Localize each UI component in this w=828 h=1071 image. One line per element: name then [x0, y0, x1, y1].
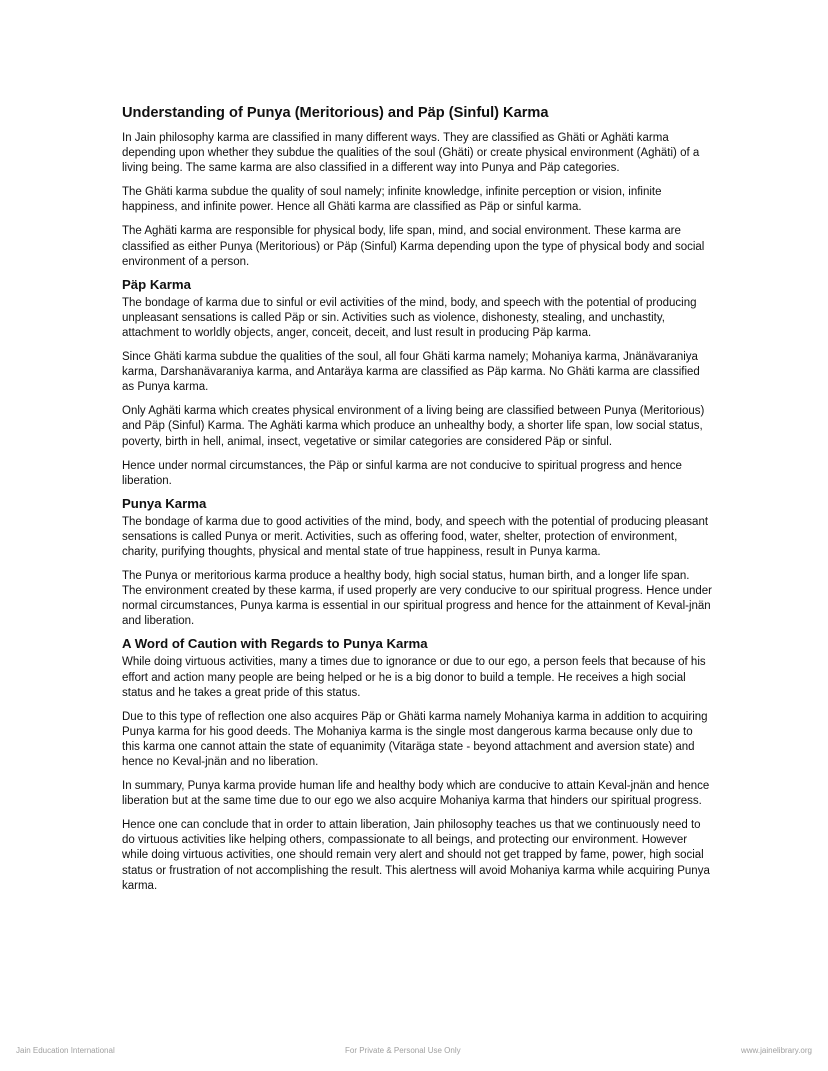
footer-usage-note: For Private & Personal Use Only — [345, 1046, 461, 1055]
punya-paragraph-1: The bondage of karma due to good activities of the mind, body, and speech with the potential of producing pleasant sensations is called Punya or merit. Activities, such as offering food, water, shelter, protection of environment, charity, purifying thoughts, physical and mental state of true happiness, result in Punya karma. — [122, 515, 709, 558]
footer-website: www.jainelibrary.org — [741, 1046, 812, 1055]
pap-paragraph-3: Only Aghäti karma which creates physical environment of a living being are classified between Punya (Meritorious) and Päp (Sinful) Karma. The Aghäti karma which produce an unhealthy body, a shorter life span, low social status, poverty, birth in hell, animal, insect, vegetative or similar categories are considered Päp or sinful. — [122, 405, 705, 448]
punya-paragraph-2: The Punya or meritorious karma produce a healthy body, high social status, human birth, and a longer life span. The environment created by these karma, if used properly are very conducive to our spiritual progress. Hence under normal circumstances, Punya karma is essential in our spiritual progress and hence for the attainment of Keval-jnän and liberation. — [122, 570, 712, 628]
caution-paragraph-2: Due to this type of reflection one also acquires Päp or Ghäti karma namely Mohaniya karma in addition to acquiring Punya karma for his good deeds. The Mohaniya karma is the single most dangerous karma because only due to this karma one cannot attain the state of equanimity (Vitaräga state - beyond attachment and aversion state) and hence no Keval-jnän and no liberation. — [122, 710, 708, 768]
caution-heading: A Word of Caution with Regards to Punya Karma — [122, 636, 428, 652]
document-body — [122, 103, 712, 903]
page-title: Understanding of Punya (Meritorious) and Päp (Sinful) Karma — [122, 105, 549, 121]
pap-karma-heading: Päp Karma — [122, 276, 191, 292]
footer-publisher: Jain Education International — [16, 1046, 115, 1055]
punya-karma-heading: Punya Karma — [122, 495, 207, 511]
intro-paragraph-1: In Jain philosophy karma are classified in many different ways. They are classified as Ghäti or Aghäti karma depending upon whether they subdue the qualities of the soul (Ghäti) or create physical environment (Aghäti) of a living being. The same karma are also classified in a different way into Punya and Päp categories. — [122, 132, 700, 175]
caution-paragraph-4: Hence one can conclude that in order to attain liberation, Jain philosophy teaches us that we continuously need to do virtuous activities like helping others, compassionate to all beings, and protecting our environment. However while doing virtuous activities, one should remain very alert and should not get trapped by fame, power, high social status or frustration of not accomplishing the result. This alertness will avoid Mohaniya karma while acquiring Punya karma. — [122, 819, 710, 892]
intro-paragraph-3: The Aghäti karma are responsible for physical body, life span, mind, and social environment. These karma are classified as either Punya (Meritorious) or Päp (Sinful) Karma depending upon the type of physical body and social environment of a person. — [122, 225, 705, 268]
pap-paragraph-4: Hence under normal circumstances, the Päp or sinful karma are not conducive to spiritual progress and hence liberation. — [122, 459, 682, 487]
intro-paragraph-2: The Ghäti karma subdue the quality of soul namely; infinite knowledge, infinite perception or vision, infinite happiness, and infinite power. Hence all Ghäti karma are classified as Päp or sinful karma. — [122, 186, 662, 214]
pap-paragraph-1: The bondage of karma due to sinful or evil activities of the mind, body, and speech with the potential of producing unpleasant sensations is called Päp or sin. Activities such as violence, dishonesty, stealing, and unchastity, attachment to worldly objects, anger, conceit, deceit, and lust result in producing Päp karma. — [122, 296, 697, 339]
caution-paragraph-3: In summary, Punya karma provide human life and healthy body which are conducive to attain Keval-jnän and hence liberation but at the same time due to our ego we also acquire Mohaniya karma that hinders our spiritual progress. — [122, 780, 710, 808]
caution-paragraph-1: While doing virtuous activities, many a times due to ignorance or due to our ego, a person feels that because of his effort and action many people are being helped or he is a big donor to build a temple. He receives a high social status and he takes a great pride of this status. — [122, 656, 706, 699]
pap-paragraph-2: Since Ghäti karma subdue the qualities of the soul, all four Ghäti karma namely; Mohaniya karma, Jnänävaraniya karma, Darshanävaraniya karma, and Antaräya karma are classified as Päp karma. No Ghäti karma are classified as Punya karma. — [122, 351, 700, 394]
